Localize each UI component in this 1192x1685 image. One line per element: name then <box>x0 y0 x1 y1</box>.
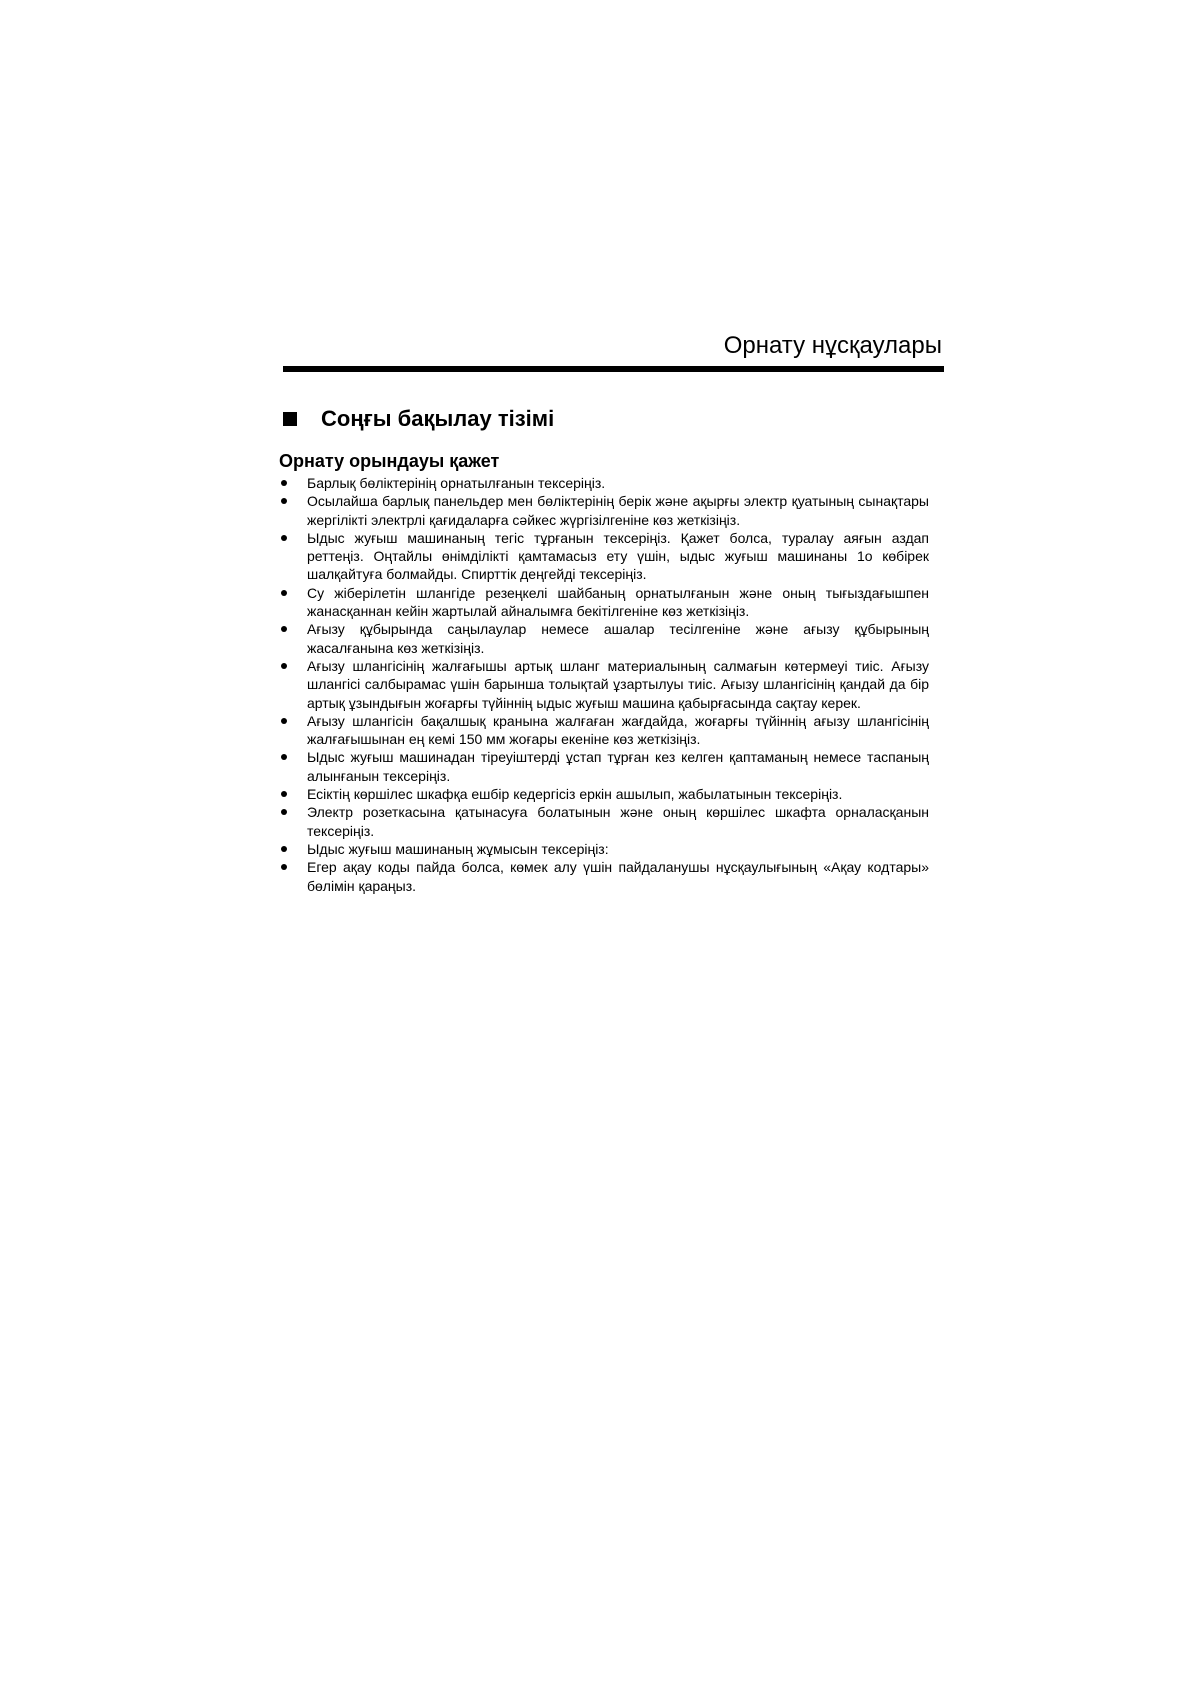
black-square-icon <box>283 412 297 426</box>
checklist-item <box>279 803 929 840</box>
checklist-item-text: Су жіберілетін шлангіде резеңкелі шайбаның орнатылғанын және оның тығыздағышпен жанасқаннан кейін жартылай айналымға бекітілгеніне көз жеткізіңіз. <box>307 584 929 620</box>
checklist-item-text: Ыдыс жуғыш машинаның тегіс тұрғанын тексеріңіз. Қажет болса, туралау аяғын аздап реттеңіз. Оңтайлы өнімділікті қамтамасыз ету үшін, ыдыс жуғыш машинаны 1o көбірек шалқайтуға болмайды. Спирттік деңгейді тексеріңіз. <box>307 529 929 583</box>
checklist-item <box>279 492 929 529</box>
checklist-item <box>279 620 929 657</box>
bullet-icon <box>281 626 287 632</box>
bullet-icon <box>281 535 287 541</box>
bullet-icon <box>281 718 287 724</box>
bullet-icon <box>281 498 287 504</box>
bullet-icon <box>281 809 287 815</box>
section-title-text: Соңғы бақылау тізімі <box>321 406 555 431</box>
header-title: Орнату нұсқаулары <box>723 332 942 359</box>
checklist-item <box>279 584 929 621</box>
bullet-icon <box>281 754 287 760</box>
bullet-icon <box>281 846 287 852</box>
checklist-item-text: Ағызу шлангісін бақалшық кранына жалғаған жағдайда, жоғарғы түйіннің ағызу шлангісінің жалғағышынан ең кемі 150 мм жоғары екеніне көз жеткізіңіз. <box>307 712 929 748</box>
checklist-item-text: Электр розеткасына қатынасуға болатынын және оның көршілес шкафта орналасқанын тексеріңіз. <box>307 804 929 839</box>
checklist <box>279 474 929 895</box>
checklist-item <box>279 785 929 803</box>
section-title <box>283 404 929 434</box>
page-header <box>283 332 944 372</box>
checklist-item-text: Осылайша барлық панельдер мен бөліктерінің берік және ақырғы электр қуатының сынақтары жергілікті электрлі қағидаларға сәйкес жүргізілгеніне көз жеткізіңіз. <box>307 493 929 528</box>
checklist-item-text: Барлық бөліктерінің орнатылғанын тексеріңіз. <box>307 475 606 491</box>
content <box>279 404 929 895</box>
checklist-item <box>279 840 929 858</box>
checklist-item <box>279 712 929 749</box>
bullet-icon <box>281 590 287 596</box>
checklist-item <box>279 529 929 584</box>
checklist-item <box>279 858 929 895</box>
checklist-item <box>279 657 929 712</box>
checklist-item-text: Ыдыс жуғыш машинаның жұмысын тексеріңіз: <box>307 840 609 857</box>
checklist-item <box>279 474 929 492</box>
bullet-icon <box>281 480 287 486</box>
checklist-item-text: Ағызу шлангісінің жалғағышы артық шланг материалының салмағын көтермеуі тиіс. Ағызу шлангісі салбырамас үшін барынша толықтай ұзартылуы тиіс. Ағызу шлангісінің қандай да бір артық ұзындығын жоғарғы түйіннің ыдыс жуғыш машина қабырғасында сақтау керек. <box>307 657 929 711</box>
bullet-icon <box>281 864 287 870</box>
checklist-item-text: Ыдыс жуғыш машинадан тіреуіштерді ұстап тұрған кез келген қаптаманың немесе таспаның алынғанын тексеріңіз. <box>307 749 929 784</box>
checklist-item-text: Ағызу құбырында саңылаулар немесе ашалар тесілгеніне және ағызу құбырының жасалғанына көз жеткізіңіз. <box>307 621 929 656</box>
bullet-icon <box>281 791 287 797</box>
checklist-item <box>279 748 929 785</box>
header-rule <box>283 366 944 372</box>
subsection-title: Орнату орындауы қажет <box>279 451 500 471</box>
checklist-item-text: Есіктің көршілес шкафқа ешбір кедергісіз еркін ашылып, жабылатынын тексеріңіз. <box>307 786 843 803</box>
bullet-icon <box>281 663 287 669</box>
checklist-item-text: Егер ақау коды пайда болса, көмек алу үшін пайдаланушы нұсқаулығының «Ақау кодтары» бөлімін қараңыз. <box>307 859 929 894</box>
